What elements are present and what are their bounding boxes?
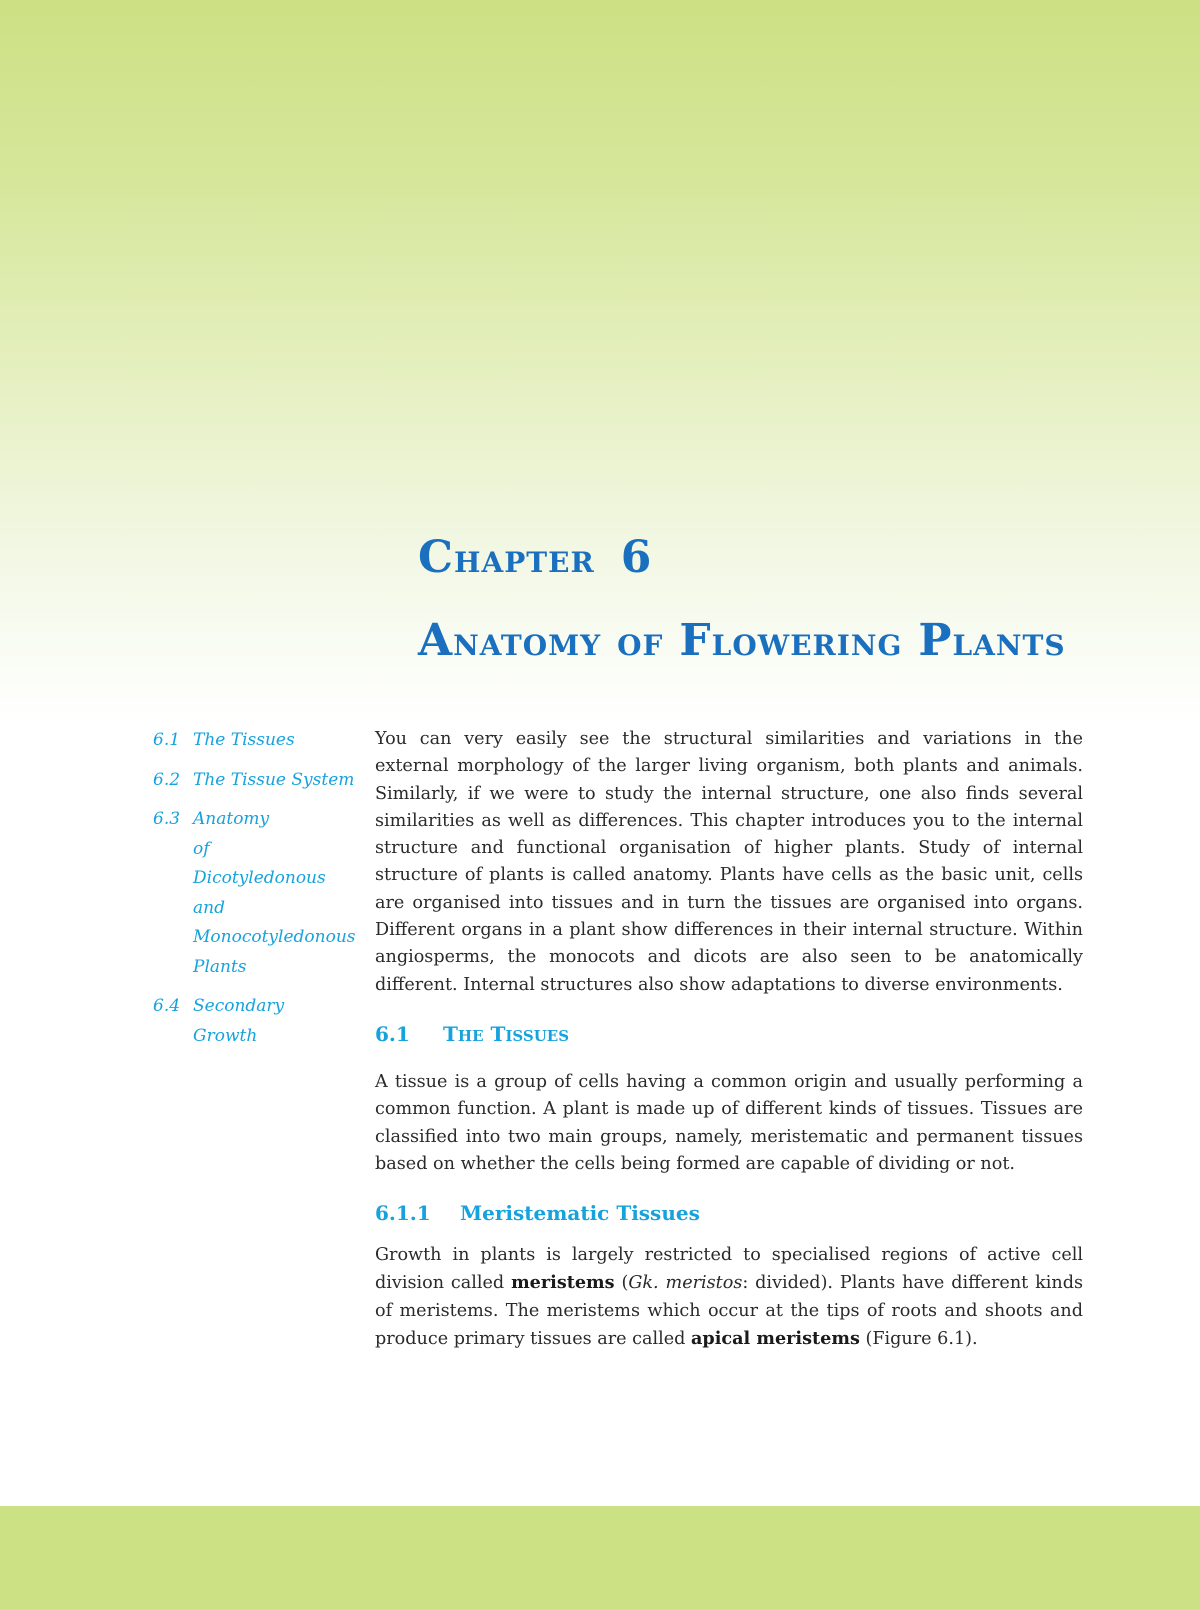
sidebar-item-number: 6.3 [153,809,181,829]
chapter-number: 6 [620,532,653,583]
sidebar-item-number: 6.4 [153,996,181,1016]
sidebar-item-label: Anatomy of Dicotyledonous and Monocotyledonous Plants [193,809,356,977]
term-meristems: meristems [511,1272,615,1294]
meristematic-paragraph: Growth in plants is largely restricted to specialised regions of active cell division called meristems (Gk. meristos: divided). Plants have different kinds of meristems. The meristems which occur at the tips of roots and shoots and produce primary tissues are called apical meristems (Figure 6.1). [375,1245,1084,1350]
tissues-paragraph: A tissue is a group of cells having a common origin and usually performing a common function. A plant is made up of different kinds of tissues. Tissues are classified into two main groups, namely, meristematic and permanent tissues based on whether the cells being formed are capable of dividing or not. [375,1071,1083,1174]
sidebar-item-secondary-growth[interactable] [153,992,363,1051]
chapter-heading [418,528,1066,676]
section-heading-6-1: 6.1 THE TISSUES [375,1021,570,1046]
intro-paragraph: You can very easily see the structural similarities and variations in the external morphology of the larger living organism, both plants and animals. Similarly, if we were to study the internal structure, one also finds several similarities as well as differences. This chapter introduces you to the internal structure and functional organisation of higher plants. Study of internal structure of plants is called anatomy. Plants have cells as the basic unit, cells are organised into tissues and in turn the tissues are organised into organs. Different organs in a plant show differences in their internal structure. Within angiosperms, the monocots and dicots are also seen to be anatomically different. Internal structures also show adaptations to diverse environments. [375,729,1083,995]
sidebar-item-label: Secondary Growth [193,996,285,1046]
chapter-body [375,726,1083,1353]
sidebar-item-tissue-system[interactable] [153,766,363,796]
chapter-contents-sidebar [153,726,363,1061]
etymology: Gk. meristos [628,1273,743,1294]
sidebar-item-the-tissues[interactable] [153,726,363,756]
section-heading-6-1-1: 6.1.1 Meristematic Tissues [375,1201,700,1226]
sidebar-item-number: 6.1 [153,730,181,750]
sidebar-item-anatomy[interactable] [153,805,363,982]
sidebar-item-label: The Tissue System [193,769,355,790]
chapter-number-line: CHAPTER 6 [418,532,653,583]
sidebar-item-number: 6.2 [153,769,181,790]
sidebar-item-label: The Tissues [193,730,295,750]
term-apical-meristems: apical meristems [691,1328,860,1350]
footer-band [0,1506,1200,1609]
chapter-title: ANATOMY OF FLOWERING PLANTS [418,615,1066,666]
